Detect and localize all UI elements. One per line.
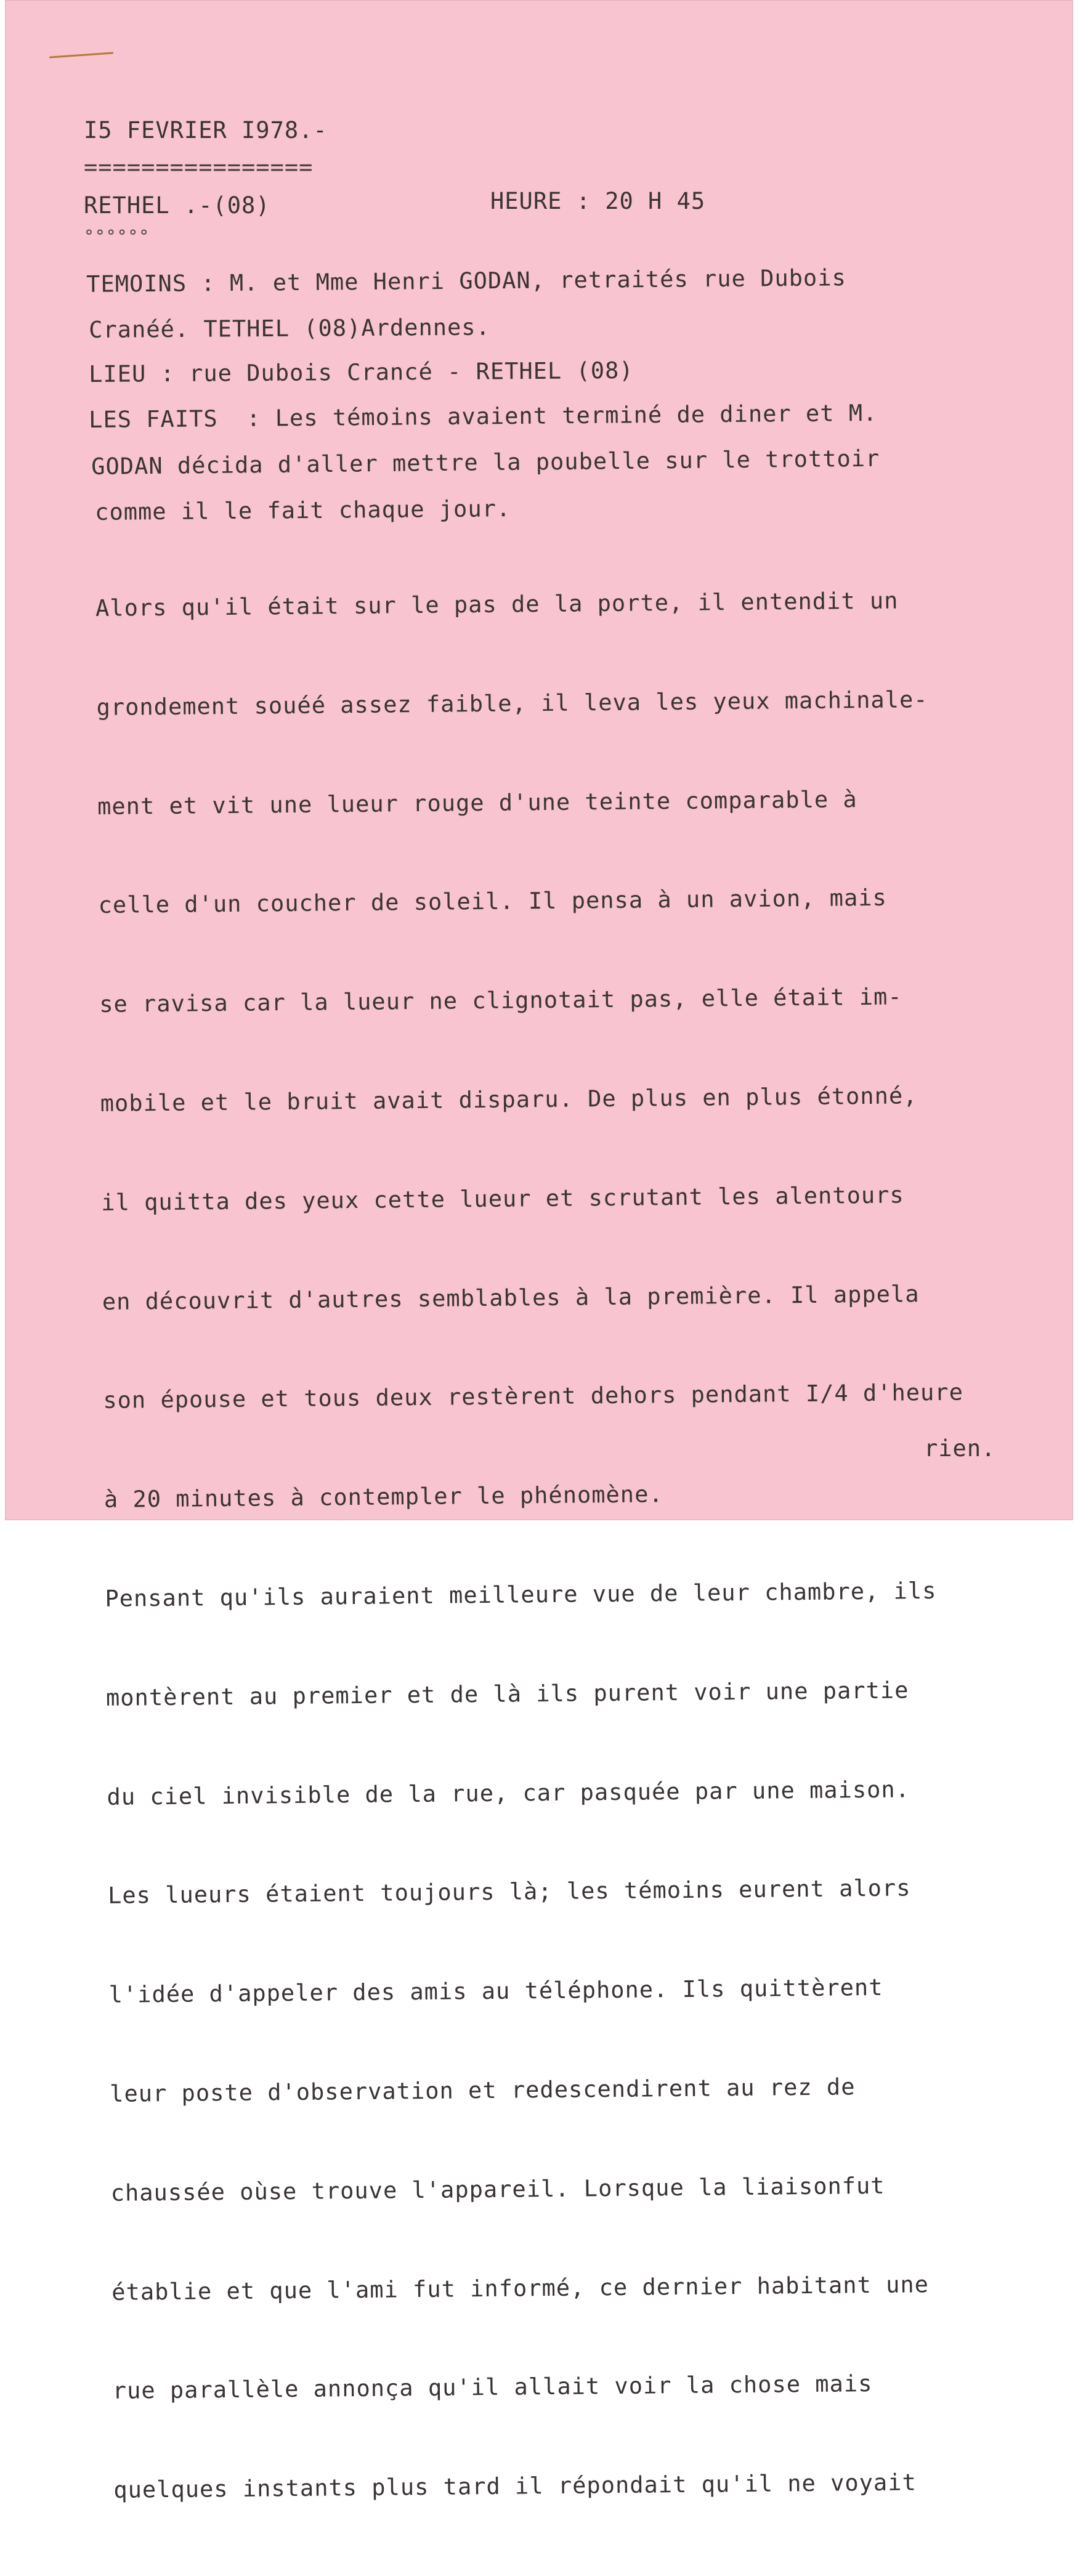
body-line: celle d'un coucher de soleil. Il pensa à un avion, mais xyxy=(98,885,887,919)
report-time: HEURE : 20 H 45 xyxy=(490,188,706,214)
body-line: grondement souéé assez faible, il leva les yeux machinale- xyxy=(96,686,928,721)
place-marks: °°°°°° xyxy=(84,226,150,246)
witnesses-line-2: Cranéé. TETHEL (08)Ardennes. xyxy=(89,314,491,343)
location-line: LIEU : rue Dubois Crancé - RETHEL (08) xyxy=(89,357,634,387)
body-line: chaussée oùse trouve l'appareil. Lorsque la liaisonfut xyxy=(110,2172,885,2206)
body-line: Les lueurs étaient toujours là; les témoins eurent alors xyxy=(107,1874,911,1910)
facts-line-1: LES FAITS : Les témoins avaient terminé de diner et M. xyxy=(89,399,878,433)
body-line: quelques instants plus tard il répondait qu'il ne voyait xyxy=(113,2469,917,2503)
paper-sheet xyxy=(5,0,1073,2503)
facts-line-3: comme il le fait chaque jour. xyxy=(95,495,511,525)
body-text xyxy=(95,533,1076,2576)
body-line: leur poste d'observation et redescendirent au rez de xyxy=(109,2073,856,2107)
body-line: Pensant qu'ils auraient meilleure vue de leur chambre, ils xyxy=(105,1577,937,1612)
body-line: montèrent au premier et de là ils purent voir une partie xyxy=(105,1677,909,1711)
last-word: rien. xyxy=(924,1435,996,1462)
body-line: Alors qu'il était sur le pas de la porte, il entendit un xyxy=(95,587,899,622)
body-line: en découvrit d'autres semblables à la première. Il appela xyxy=(102,1280,920,1315)
witnesses-line-1: TEMOINS : M. et Mme Henri GODAN, retraités rue Dubois xyxy=(86,264,846,298)
report-place: RETHEL .-(08) xyxy=(84,192,270,219)
date-underline: ================ xyxy=(84,154,314,180)
body-line: mobile et le bruit avait disparu. De plus en plus étonné, xyxy=(100,1082,918,1117)
report-date: I5 FEVRIER I978.- xyxy=(84,117,328,144)
body-line: son épouse et tous deux restèrent dehors pendant I/4 d'heure xyxy=(103,1379,964,1414)
facts-line-2: GODAN décida d'aller mettre la poubelle sur le trottoir xyxy=(91,445,880,480)
body-line: à 20 minutes à contempler le phénomène. xyxy=(103,1481,663,1513)
body-line: se ravisa car la lueur ne clignotait pas, elle était im- xyxy=(99,983,902,1018)
body-line: établie et que l'ami fut informé, ce dernier habitant une xyxy=(111,2270,930,2306)
body-line: du ciel invisible de la rue, car pasquée par une maison. xyxy=(107,1775,910,1810)
body-line: rue parallèle annonça qu'il allait voir la chose mais xyxy=(112,2370,873,2405)
body-line: l'idée d'appeler des amis au téléphone. Ils quittèrent xyxy=(108,1974,883,2009)
typed-document xyxy=(5,0,1073,2503)
body-line: il quitta des yeux cette lueur et scrutant les alentours xyxy=(101,1181,904,1216)
body-line: ment et vit une lueur rouge d'une teinte comparable à xyxy=(97,785,857,820)
